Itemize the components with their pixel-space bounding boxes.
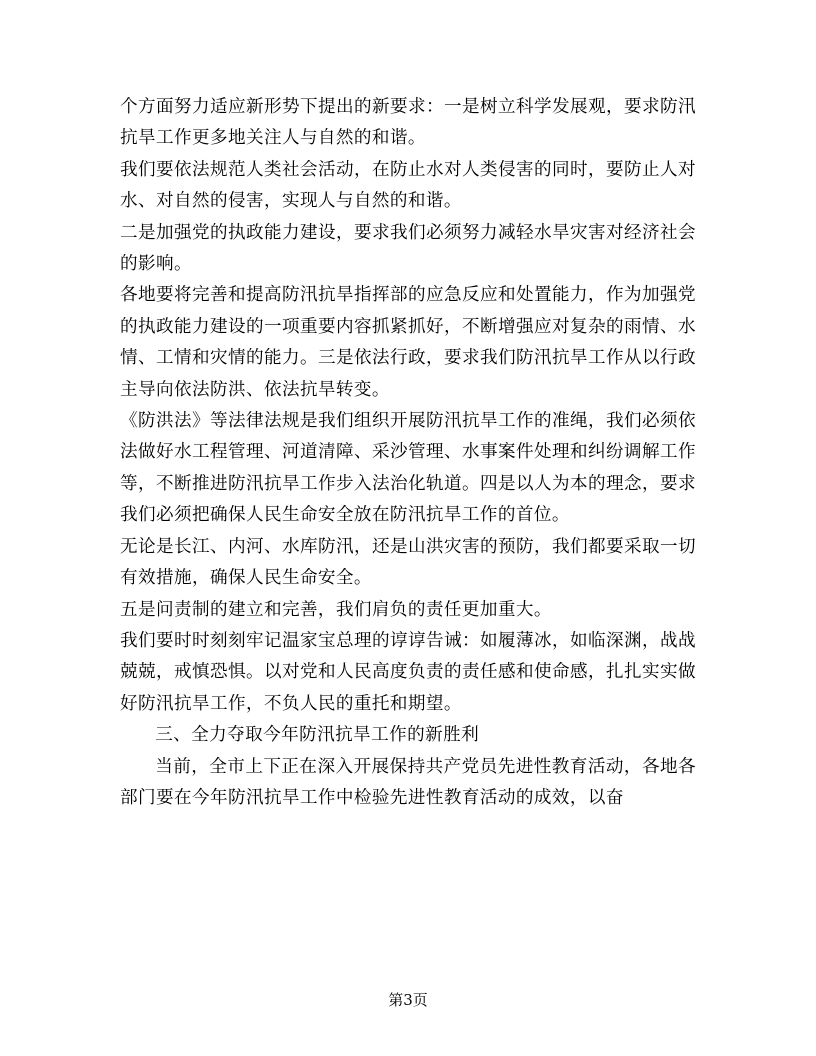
paragraph-regulate-activities: 我们要依法规范人类社会活动，在防止水对人类侵害的同时，要防止人对水、对自然的侵害，实现人与自然的和谐。 xyxy=(120,159,696,212)
page-number: 第3页 xyxy=(388,991,428,1009)
paragraph-flood-law: 《防洪法》等法律法规是我们组织开展防汛抗旱工作的准绳，我们必须依法做好水工程管理、河道清障、采沙管理、水事案件处理和纠纷调解工作等，不断推进防汛抗旱工作步入法治化轨道。四是以人为本的理念，要求我们必须把确保人民生命安全放在防汛抗旱工作的首位。 xyxy=(120,411,696,526)
paragraph-life-safety: 无论是长江、内河、水库防汛，还是山洪灾害的预防，我们都要采取一切有效措施，确保人民生命安全。 xyxy=(120,536,696,589)
paragraph-emergency-response: 各地要将完善和提高防汛抗旱指挥部的应急反应和处置能力，作为加强党的执政能力建设的一项重要内容抓紧抓好，不断增强应对复杂的雨情、水情、工情和灾情的能力。三是依法行政，要求我们防汛抗旱工作从以行政主导向依法防洪、依法抗旱转变。 xyxy=(120,285,696,400)
document-body xyxy=(120,92,696,814)
paragraph-governing-capacity: 二是加强党的执政能力建设，要求我们必须努力减轻水旱灾害对经济社会的影响。 xyxy=(120,222,696,275)
section-heading-new-victory: 三、全力夺取今年防汛抗旱工作的新胜利 xyxy=(155,725,480,746)
paragraph-requirements-intro: 个方面努力适应新形势下提出的新要求：一是树立科学发展观，要求防汛抗旱工作更多地关注人与自然的和谐。 xyxy=(120,97,696,149)
paragraph-accountability: 五是问责制的建立和完善，我们肩负的责任更加重大。 xyxy=(120,599,552,620)
paragraph-current-situation: 当前，全市上下正在深入开展保持共产党员先进性教育活动，各地各部门要在今年防汛抗旱工作中检验先进性教育活动的成效，以奋 xyxy=(120,756,696,808)
paragraph-premier-admonition: 我们要时时刻刻牢记温家宝总理的谆谆告诫：如履薄冰，如临深渊，战战兢兢，戒慎恐惧。以对党和人民高度负责的责任感和使命感，扎扎实实做好防汛抗旱工作，不负人民的重托和期望。 xyxy=(120,630,696,714)
